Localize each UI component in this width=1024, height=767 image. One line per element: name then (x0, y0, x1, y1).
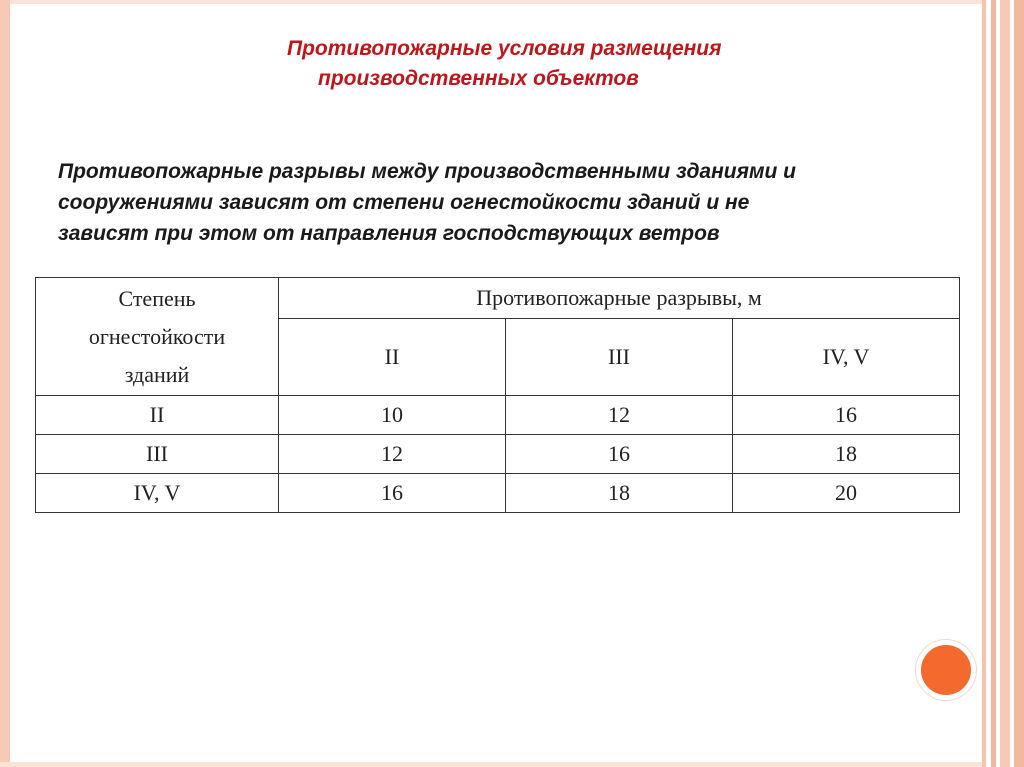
table-row (36, 474, 960, 513)
table-cell: 10 (279, 396, 506, 435)
slide-title-line-1: Противопожарные условия размещения (287, 37, 722, 60)
table-row (36, 396, 960, 435)
decorative-stripes (982, 0, 1024, 767)
table-cell: 12 (279, 435, 506, 474)
body-line-1: Противопожарные разрывы между производственными зданиями и (58, 160, 797, 183)
fire-distance-table (35, 277, 960, 513)
table-cell: 20 (733, 474, 960, 513)
header-left-line-2: огнестойкости (88, 323, 226, 349)
decorative-circle (916, 640, 976, 700)
frame-bottom (0, 762, 1024, 767)
body-line-2: сооружениями зависят от степени огнестойкости зданий и не (58, 191, 750, 214)
header-left-line-3: зданий (124, 361, 190, 387)
table-cell: 16 (506, 435, 733, 474)
row-label: IV, V (36, 474, 279, 513)
body-paragraph (58, 156, 968, 249)
header-fire-resistance (36, 278, 279, 396)
body-line-3: зависят при этом от направления господствующих ветров (58, 222, 720, 245)
table-cell: 16 (279, 474, 506, 513)
table-cell: 16 (733, 396, 960, 435)
slide-title-line-2: производственных объектов (318, 67, 639, 90)
table-header-row (36, 278, 960, 319)
header-fire-breaks: Противопожарные разрывы, м (279, 278, 960, 319)
frame-left (0, 0, 10, 767)
header-left-line-1: Степень (118, 285, 196, 311)
table-row (36, 435, 960, 474)
frame-top (0, 0, 1024, 4)
column-header: III (506, 319, 733, 396)
table-cell: 18 (733, 435, 960, 474)
table-cell: 12 (506, 396, 733, 435)
row-label: II (36, 396, 279, 435)
column-header: II (279, 319, 506, 396)
table-cell: 18 (506, 474, 733, 513)
row-label: III (36, 435, 279, 474)
column-header: IV, V (733, 319, 960, 396)
